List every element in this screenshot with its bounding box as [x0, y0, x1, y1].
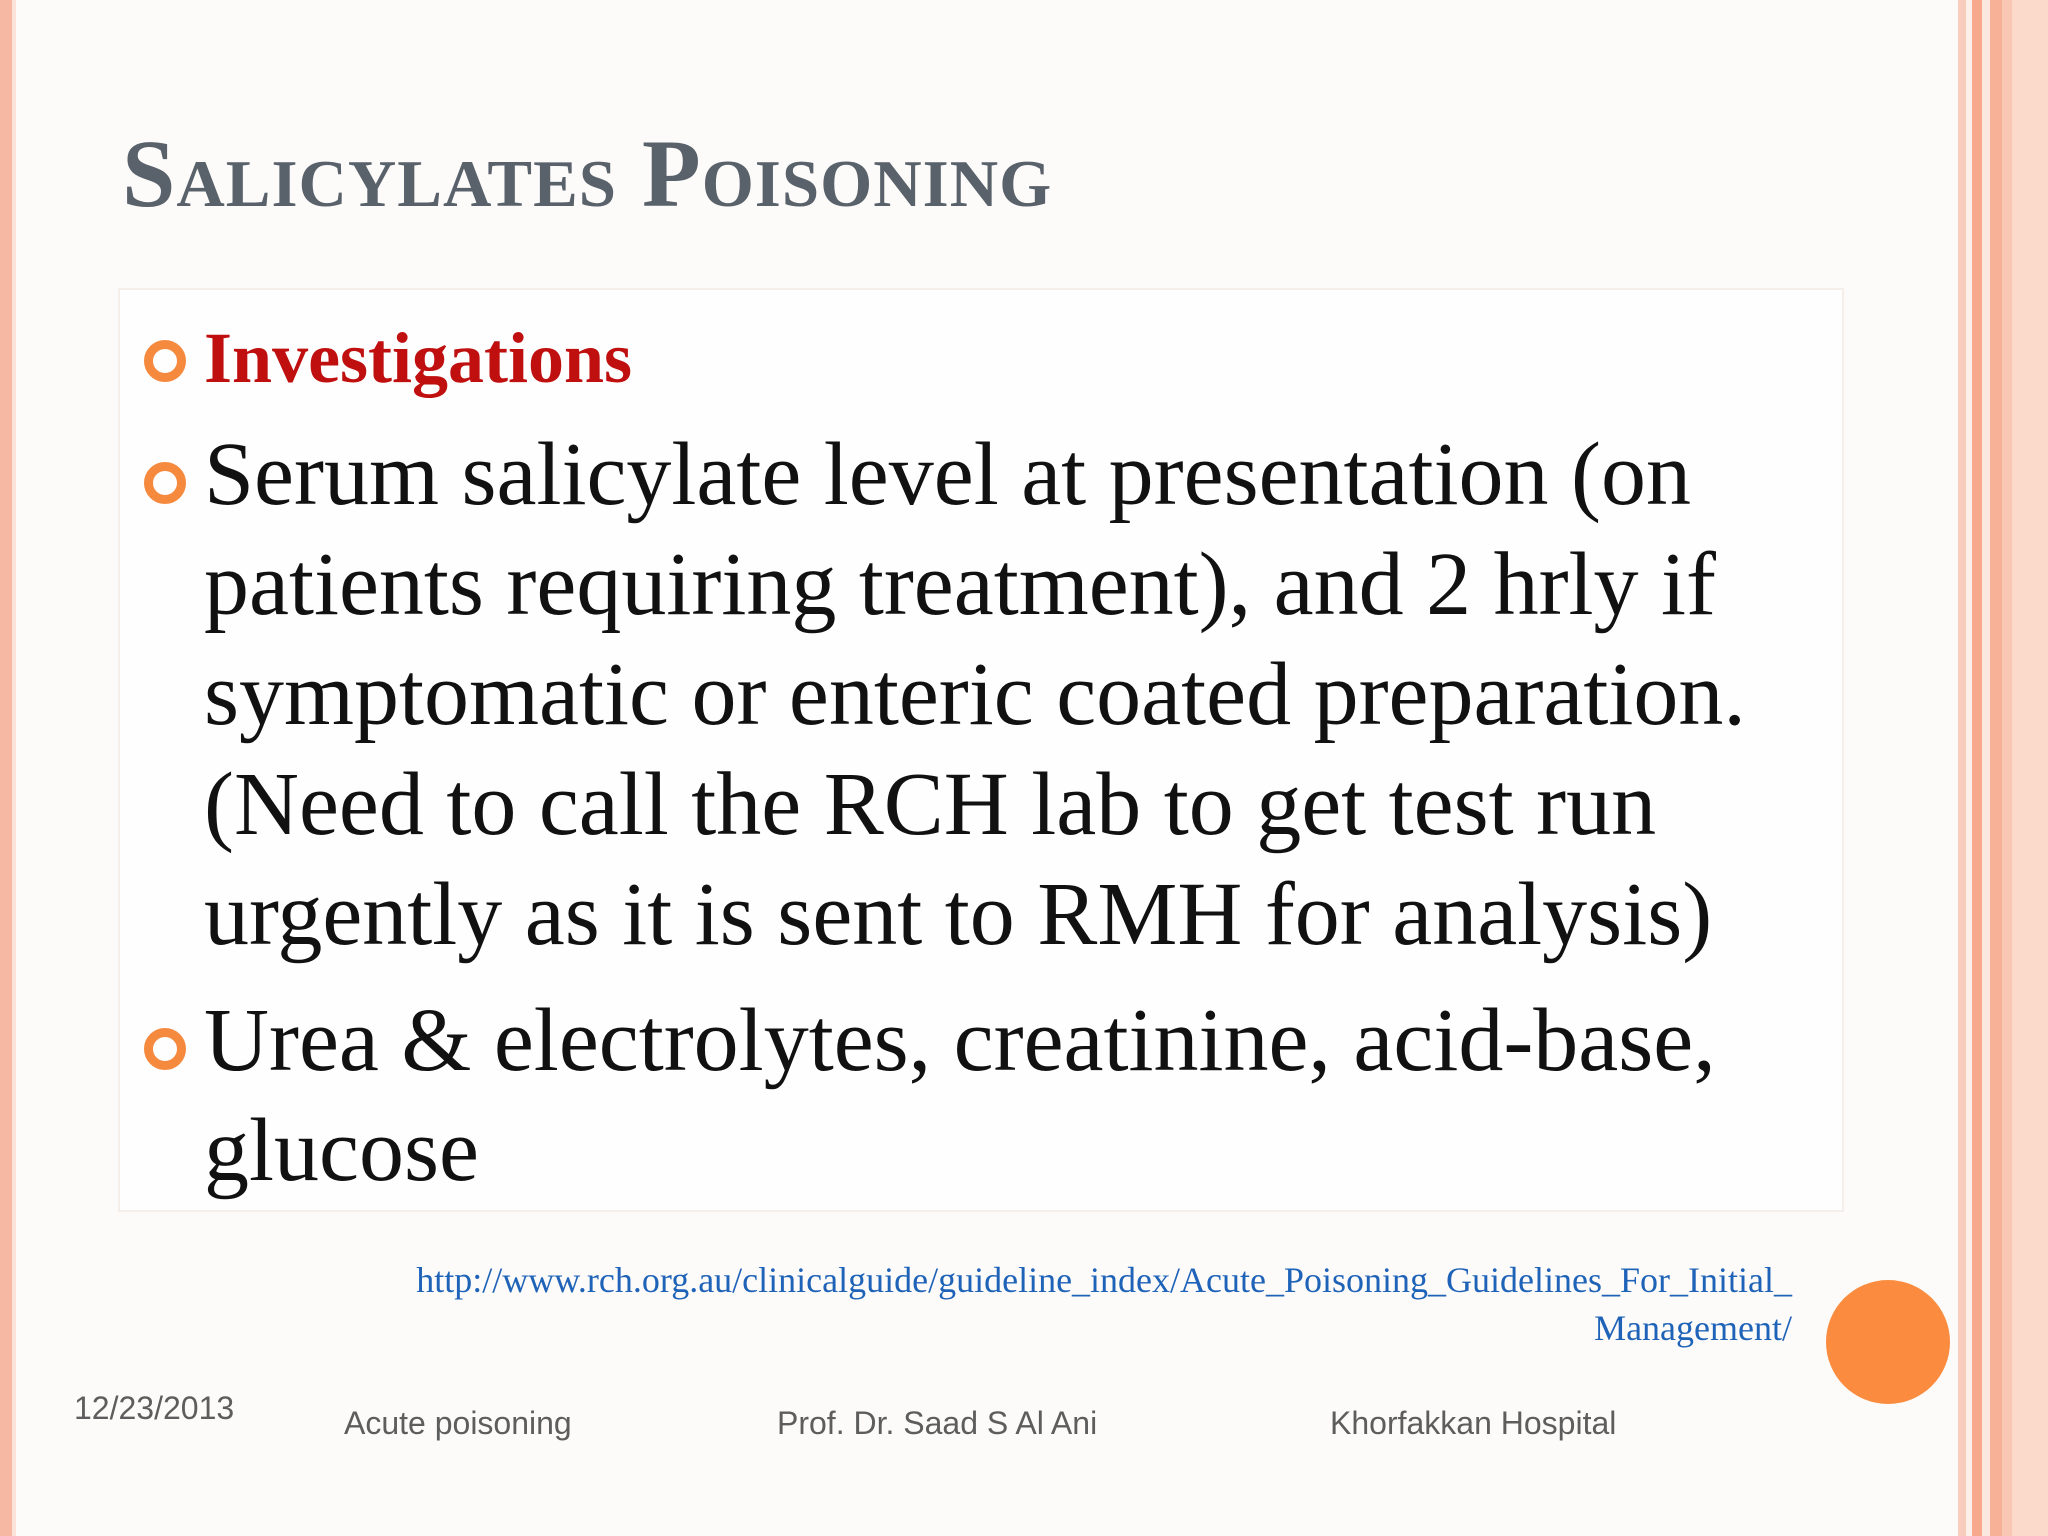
accent-circle	[1826, 1280, 1950, 1404]
content-box	[118, 288, 1844, 1212]
reference-link[interactable]	[262, 1256, 1792, 1352]
right-border-stripe	[1972, 0, 1982, 1536]
footer-hospital: Khorfakkan Hospital	[1330, 1405, 1617, 1441]
bullet-line: symptomatic or enteric coated preparation.	[204, 645, 1746, 744]
bullet-heading: Investigations	[204, 318, 633, 398]
left-border-stripe	[12, 0, 16, 1536]
bullet-line: (Need to call the RCH lab to get test run	[204, 755, 1657, 854]
bullet-line: Serum salicylate level at presentation (on	[204, 425, 1691, 524]
circle-bullet-icon	[144, 462, 186, 504]
bullet-line: glucose	[204, 1101, 479, 1200]
right-border-stripe	[2002, 0, 2012, 1536]
right-border-stripe	[1982, 0, 1990, 1536]
slide-title: Salicylates Poisoning	[122, 120, 1053, 227]
bullet-line: patients requiring treatment), and 2 hrly if	[204, 535, 1717, 634]
right-border-stripe	[2012, 0, 2048, 1536]
footer-topic: Acute poisoning	[344, 1405, 572, 1441]
circle-bullet-icon	[144, 340, 186, 382]
right-border-stripe	[1958, 0, 1966, 1536]
circle-bullet-icon	[144, 1028, 186, 1070]
reference-link-line[interactable]: Management/	[1594, 1308, 1792, 1348]
footer-date: 12/23/2013	[74, 1390, 235, 1426]
footer-author: Prof. Dr. Saad S Al Ani	[777, 1405, 1098, 1441]
bullet-line: urgently as it is sent to RMH for analysis)	[204, 865, 1713, 964]
left-border-stripe	[0, 0, 12, 1536]
right-border-stripe	[1990, 0, 2002, 1536]
reference-link-line[interactable]: http://www.rch.org.au/clinicalguide/guideline_index/Acute_Poisoning_Guidelines_For_Initial_	[416, 1260, 1792, 1300]
bullet-line: Urea & electrolytes, creatinine, acid-base,	[204, 991, 1716, 1090]
